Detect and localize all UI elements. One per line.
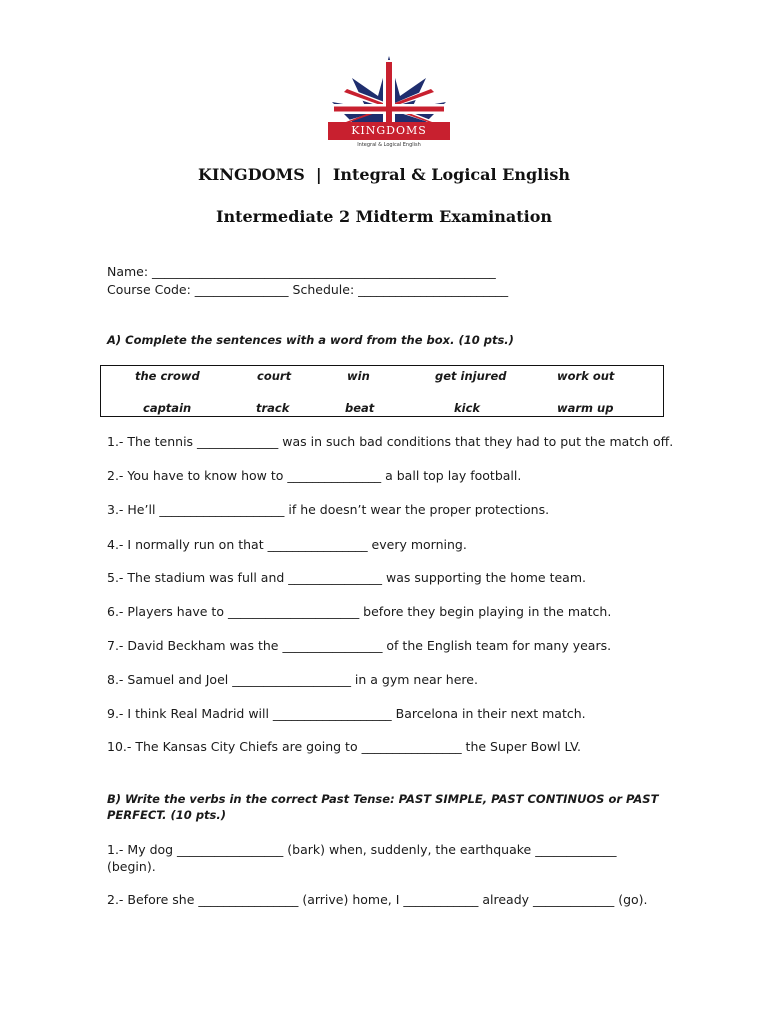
section-b-heading: B) Write the verbs in the correct Past Tense: PAST SIMPLE, PAST CONTINUOS or PAST PERFECT. (10 pts.) (107, 792, 659, 822)
logo-brand-text: KINGDOMS (351, 124, 427, 137)
word-box-item: the crowd (135, 369, 200, 383)
word-box-item: court (257, 369, 292, 383)
question-a-2[interactable]: 2.- You have to know how to _______________ a ball top lay football. (107, 468, 522, 483)
question-a-5[interactable]: 5.- The stadium was full and _______________ was supporting the home team. (107, 570, 586, 585)
exam-subtitle: Intermediate 2 Midterm Examination (215, 207, 553, 226)
word-box-item: beat (345, 401, 375, 415)
word-box-item: track (256, 401, 290, 415)
question-a-7[interactable]: 7.- David Beckham was the ________________ of the English team for many years. (107, 638, 612, 653)
question-a-9[interactable]: 9.- I think Real Madrid will ___________________ Barcelona in their next match. (107, 706, 586, 721)
question-a-4[interactable]: 4.- I normally run on that ________________ every morning. (107, 537, 467, 552)
word-box-item: kick (454, 401, 481, 415)
question-a-3[interactable]: 3.- He’ll ____________________ if he doesn’t wear the proper protections. (107, 502, 550, 517)
word-box-item: work out (557, 369, 615, 383)
question-b-2[interactable]: 2.- Before she ________________ (arrive) home, I ____________ already _____________ (go). (107, 892, 648, 907)
section-a-heading: A) Complete the sentences with a word from the box. (10 pts.) (107, 333, 514, 347)
student-fields (107, 263, 508, 299)
union-jack-crown-icon (328, 56, 450, 152)
kingdoms-logo (328, 56, 450, 152)
word-box-item: warm up (557, 401, 614, 415)
word-box-item: captain (143, 401, 192, 415)
word-box-item: win (347, 369, 370, 383)
question-a-10[interactable]: 10.- The Kansas City Chiefs are going to ________________ the Super Bowl LV. (107, 739, 582, 754)
question-a-6[interactable]: 6.- Players have to _____________________ before they begin playing in the match. (107, 604, 612, 619)
word-box (100, 365, 664, 417)
name-field[interactable]: Name: _______________________________________________________ (107, 264, 496, 279)
logo-tagline-text: Integral & Logical English (357, 142, 421, 148)
question-a-8[interactable]: 8.- Samuel and Joel ___________________ in a gym near here. (107, 672, 478, 687)
question-b-1[interactable]: 1.- My dog _________________ (bark) when, suddenly, the earthquake _____________ (begin). (107, 842, 617, 874)
question-a-1[interactable]: 1.- The tennis _____________ was in such bad conditions that they had to put the match off. (107, 434, 674, 449)
course-schedule-field[interactable]: Course Code: _______________ Schedule: ________________________ (107, 282, 509, 297)
page-title: KINGDOMS | Integral & Logical English (198, 165, 570, 184)
word-box-item: get injured (435, 369, 507, 383)
